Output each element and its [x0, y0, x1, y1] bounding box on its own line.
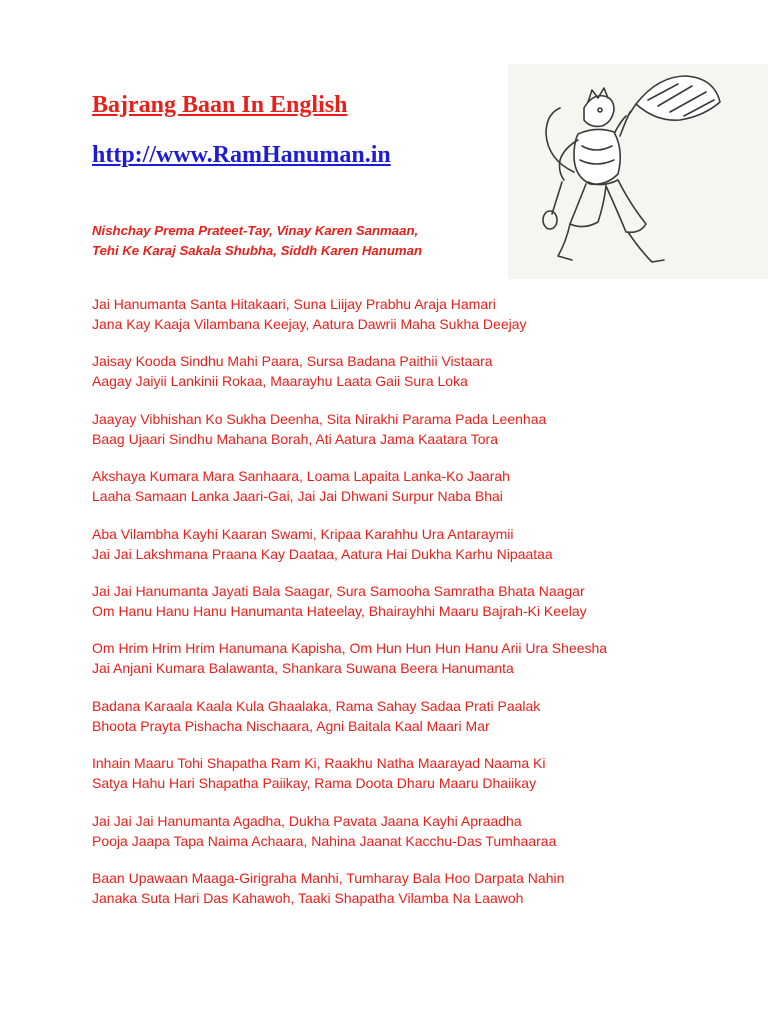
- verse-line: Jai Hanumanta Santa Hitakaari, Suna Liijay Prabhu Araja Hamari: [92, 296, 496, 312]
- stanza: [92, 753, 607, 810]
- doha-line-2: Tehi Ke Karaj Sakala Shubha, Siddh Karen Hanuman: [92, 243, 423, 258]
- verse-line: Aagay Jaiyii Lankinii Rokaa, Maarayhu Laata Gaii Sura Loka: [92, 373, 468, 390]
- stanza: [92, 524, 607, 581]
- verse-line: Om Hrim Hrim Hrim Hanumana Kapisha, Om Hun Hun Hun Hanu Arii Ura Sheesha: [92, 640, 608, 657]
- verse-line: Laaha Samaan Lanka Jaari-Gai, Jai Jai Dhwani Surpur Naba Bhai: [92, 488, 503, 505]
- verse-line: Aba Vilambha Kayhi Kaaran Swami, Kripaa Karahhu Ura Antaraymii: [92, 525, 514, 542]
- verse-line: Jai Jai Lakshmana Praana Kay Daataa, Aatura Hai Dukha Karhu Nipaataa: [92, 545, 553, 562]
- stanza: [92, 409, 607, 466]
- stanza: [92, 466, 607, 523]
- doha-line-1: Nishchay Prema Prateet-Tay, Vinay Karen Sanmaan,: [92, 223, 419, 238]
- stanza: [92, 811, 607, 868]
- verse-line: Jai Jai Hanumanta Jayati Bala Saagar, Sura Samooha Samratha Bhata Naagar: [92, 582, 585, 599]
- verses-block: [92, 294, 607, 925]
- verse-line: Badana Karaala Kaala Kula Ghaalaka, Rama Sahay Sadaa Prati Paalak: [92, 697, 541, 714]
- verse-line: Jai Jai Jai Hanumanta Agadha, Dukha Pavata Jaana Kayhi Apraadha: [92, 812, 522, 829]
- stanza: [92, 294, 607, 351]
- verse-line: Baag Ujaari Sindhu Mahana Borah, Ati Aatura Jama Kaatara Tora: [92, 430, 498, 447]
- verse-line: Inhain Maaru Tohi Shapatha Ram Ki, Raakhu Natha Maarayad Naama Ki: [92, 755, 546, 772]
- stanza: [92, 581, 607, 638]
- verse-line: Jai Anjani Kumara Balawanta, Shankara Suwana Beera Hanumanta: [92, 660, 514, 677]
- document-title: Bajrang Baan In English: [92, 92, 348, 118]
- stanza: [92, 696, 607, 753]
- hanuman-icon: [508, 64, 768, 279]
- verse-line: Jana Kay Kaaja Vilambana Keejay, Aatura Dawrii Maha Sukha Deejay: [92, 316, 527, 332]
- stanza: [92, 638, 607, 695]
- verse-line: Akshaya Kumara Mara Sanhaara, Loama Lapaita Lanka-Ko Jaarah: [92, 468, 510, 485]
- website-link[interactable]: http://www.RamHanuman.in: [92, 142, 391, 168]
- verse-line: Janaka Suta Hari Das Kahawoh, Taaki Shapatha Vilamba Na Laawoh: [92, 889, 524, 906]
- verse-line: Om Hanu Hanu Hanu Hanumanta Hateelay, Bhairayhhi Maaru Bajrah-Ki Keelay: [92, 602, 587, 619]
- verse-line: Satya Hahu Hari Shapatha Paiikay, Rama Doota Dharu Maaru Dhaiikay: [92, 775, 537, 792]
- stanza: [92, 351, 607, 408]
- verse-line: Pooja Jaapa Tapa Naima Achaara, Nahina Jaanat Kacchu-Das Tumhaaraa: [92, 832, 557, 849]
- hanuman-illustration: [508, 64, 768, 279]
- verse-line: Bhoota Prayta Pishacha Nischaara, Agni Baitala Kaal Maari Mar: [92, 717, 490, 734]
- stanza: [92, 868, 607, 925]
- doha-block: [92, 221, 422, 261]
- verse-line: Baan Upawaan Maaga-Girigraha Manhi, Tumharay Bala Hoo Darpata Nahin: [92, 869, 565, 886]
- verse-line: Jaisay Kooda Sindhu Mahi Paara, Sursa Badana Paithii Vistaara: [92, 353, 493, 370]
- verse-line: Jaayay Vibhishan Ko Sukha Deenha, Sita Nirakhi Parama Pada Leenhaa: [92, 410, 547, 427]
